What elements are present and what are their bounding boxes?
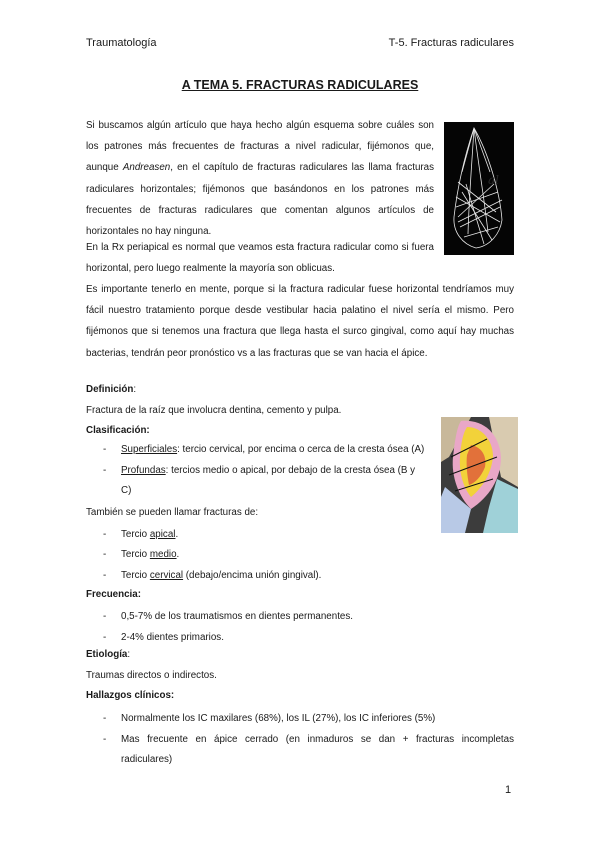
list-bullet: -: [103, 611, 107, 622]
list-bullet: -: [103, 529, 107, 540]
tercio-medio-item: Tercio medio.: [121, 549, 180, 560]
svg-text:al: al: [488, 173, 499, 187]
definicion-heading: Definición:: [86, 384, 137, 395]
intro-paragraph-1: Si buscamos algún artículo que haya hecho algún esquema sobre cuáles son los patrones más frecuentes de fracturas a nivel radicular, fijémonos que, aunque Andreasen, en el capítulo de fracturas radiculares las llama fracturas radiculares horizontales; fijémonos que basándonos en los patrones más frecuentes de fracturas radiculares que comentan algunos artículos de horizontales no hay ninguna.: [86, 120, 435, 238]
hallazgos-item-dientes: Normalmente los IC maxilares (68%), los IL (27%), los IC inferiores (5%): [121, 713, 436, 724]
clasificacion-item-profundas: Profundas: tercios medio o apical, por debajo de la cresta ósea (B y: [121, 465, 416, 476]
tercio-apical-item: Tercio apical.: [121, 529, 179, 540]
clasificacion-heading: Clasificación:: [86, 425, 150, 436]
list-bullet: -: [103, 570, 107, 581]
definicion-text: Fractura de la raíz que involucra dentina, cemento y pulpa.: [86, 405, 342, 416]
page-number: 1: [505, 784, 512, 796]
etiologia-heading: Etiología:: [86, 649, 131, 660]
frecuencia-item-primarios: 2-4% dientes primarios.: [121, 632, 224, 643]
list-bullet: -: [103, 549, 107, 560]
hallazgos-item-apice-line1: Mas frecuente en ápice cerrado (en inmaduros se dan + fracturas incompletas: [121, 734, 514, 745]
intro-paragraph-3: Es importante tenerlo en mente, porque si la fractura radicular fuese horizontal tendríamos muy fácil nuestro tratamiento porque desde vestibular hacia palatino el nivel sería el mismo. Pero fijémonos que si tenemos una fractura que llega hasta el surco gingival, como aquí hay muchas bacterias, tendrán peor pronóstico vs a las fracturas que se van hacia el ápice.: [86, 284, 514, 359]
frecuencia-item-permanentes: 0,5-7% de los traumatismos en dientes permanentes.: [121, 611, 353, 622]
running-header-subject: Traumatología: [86, 37, 157, 49]
tercios-intro: También se pueden llamar fracturas de:: [86, 507, 259, 518]
root-fracture-patterns-image: [444, 122, 514, 255]
tooth-outline-icon: [444, 122, 514, 255]
list-bullet: -: [103, 632, 107, 643]
list-bullet: -: [103, 734, 107, 745]
page-title: A TEMA 5. FRACTURAS RADICULARES: [181, 78, 419, 92]
clasificacion-item-continuation: C): [121, 485, 132, 496]
root-thirds-diagram-image: [441, 417, 518, 533]
etiologia-text: Traumas directos o indirectos.: [86, 670, 217, 681]
running-header-chapter: T-5. Fracturas radiculares: [388, 37, 514, 49]
list-bullet: -: [103, 713, 107, 724]
tooth-diagram-icon: [441, 417, 518, 533]
hallazgos-heading: Hallazgos clínicos:: [86, 690, 175, 701]
list-bullet: -: [103, 444, 107, 455]
frecuencia-heading: Frecuencia:: [86, 589, 141, 600]
list-bullet: -: [103, 465, 107, 476]
tercio-cervical-item: Tercio cervical (debajo/encima unión gingival).: [121, 570, 322, 581]
hallazgos-item-apice-line2: radiculares): [121, 754, 173, 765]
intro-paragraph-2: En la Rx periapical es normal que veamos esta fractura radicular como si fuera horizontal, pero luego realmente la mayoría son oblicuas.: [86, 242, 434, 275]
clasificacion-item-superficiales: Superficiales: tercio cervical, por encima o cerca de la cresta ósea (A): [121, 444, 425, 455]
